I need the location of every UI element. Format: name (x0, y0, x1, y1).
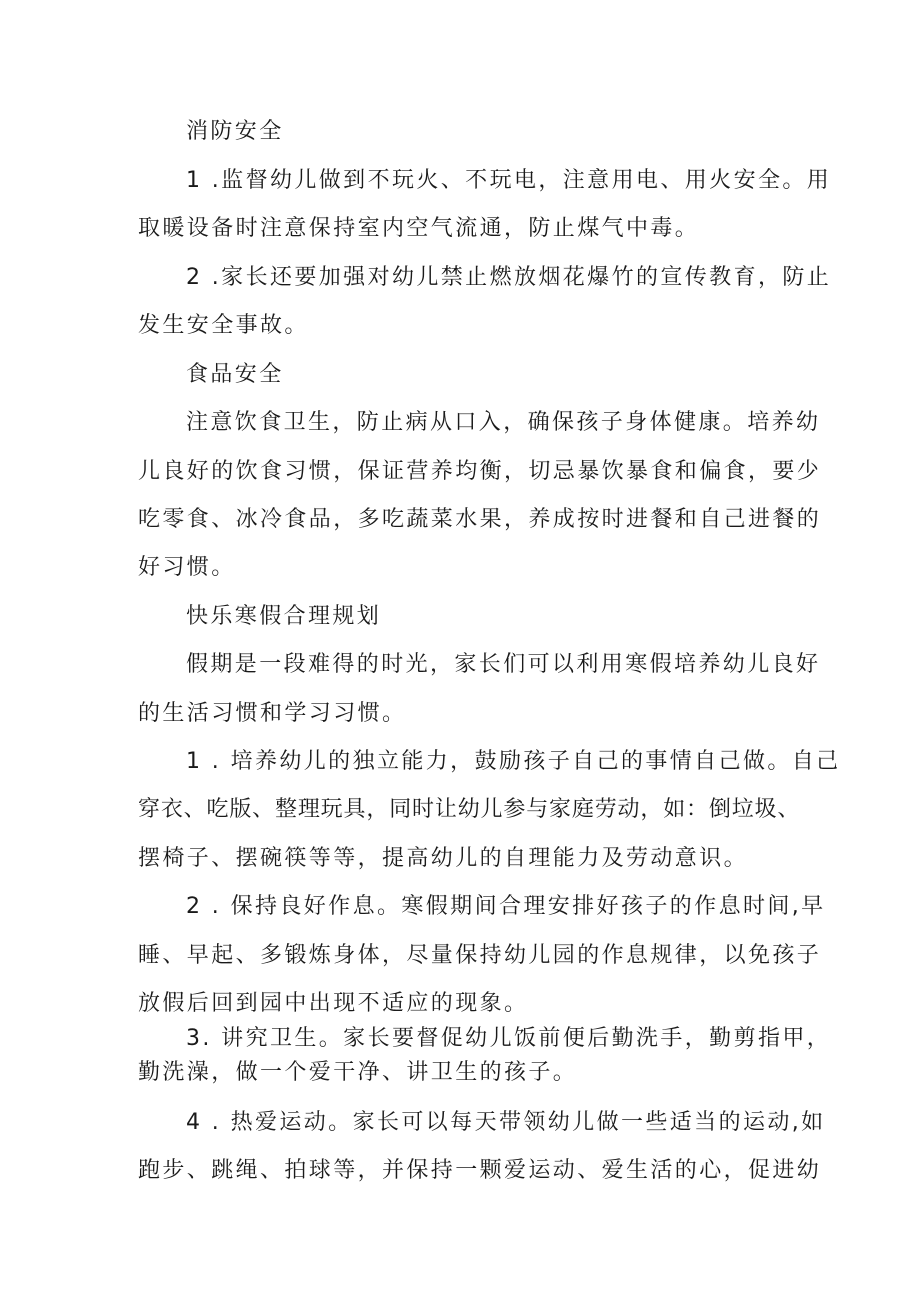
paragraph-line: 3. 讲究卫生。家长要督促幼儿饭前便后勤洗手，勤剪指甲， (186, 1026, 832, 1051)
paragraph-line: 睡、早起、多锻炼身体，尽量保持幼儿园的作息规律，以免孩子 (138, 943, 822, 968)
paragraph-line: 注意饮食卫生，防止病从口入，确保孩子身体健康。培养幼 (186, 410, 821, 435)
paragraph-line: 吃零食、冰冷食品，多吃蔬菜水果，养成按时进餐和自己进餐的 (138, 507, 822, 532)
heading-winter-break-plan: 快乐寒假合理规划 (186, 604, 382, 629)
heading-fire-safety: 消防安全 (186, 119, 284, 144)
heading-food-safety: 食品安全 (186, 362, 284, 387)
paragraph-line: 假期是一段难得的时光，家长们可以利用寒假培养幼儿良好 (186, 652, 821, 677)
paragraph-line: 2 . 保持良好作息。寒假期间合理安排好孩子的作息时间,早 (186, 894, 826, 919)
paragraph-line: 好习惯。 (138, 555, 236, 580)
paragraph-line: 2 .家长还要加强对幼儿禁止燃放烟花爆竹的宣传教育，防止 (186, 265, 832, 290)
paragraph-line: 儿良好的饮食习惯，保证营养均衡，切忌暴饮暴食和偏食，要少 (138, 459, 822, 484)
paragraph-line: 的生活习惯和学习习惯。 (138, 701, 407, 726)
paragraph-line: 4 . 热爱运动。家长可以每天带领幼儿做一些适当的运动,如 (186, 1110, 826, 1135)
paragraph-line: 摆椅子、摆碗筷等等，提高幼儿的自理能力及劳动意识。 (138, 846, 749, 871)
paragraph-line: 穿衣、吃版、整理玩具，同时让幼儿参与家庭劳动，如：倒垃圾、 (138, 797, 800, 822)
paragraph-line: 勤洗澡，做一个爱干净、讲卫生的孩子。 (138, 1060, 578, 1085)
paragraph-line: 放假后回到园中出现不适应的现象。 (138, 991, 529, 1016)
paragraph-line: 跑步、跳绳、拍球等，并保持一颗爱运动、爱生活的心，促进幼 (138, 1158, 822, 1183)
paragraph-line: 发生安全事故。 (138, 313, 309, 338)
paragraph-line: 1 .监督幼儿做到不玩火、不玩电，注意用电、用火安全。用 (186, 168, 832, 193)
paragraph-line: 1 . 培养幼儿的独立能力，鼓励孩子自己的事情自己做。自己 (186, 749, 841, 774)
paragraph-line: 取暖设备时注意保持室内空气流通，防止煤气中毒。 (138, 216, 700, 241)
